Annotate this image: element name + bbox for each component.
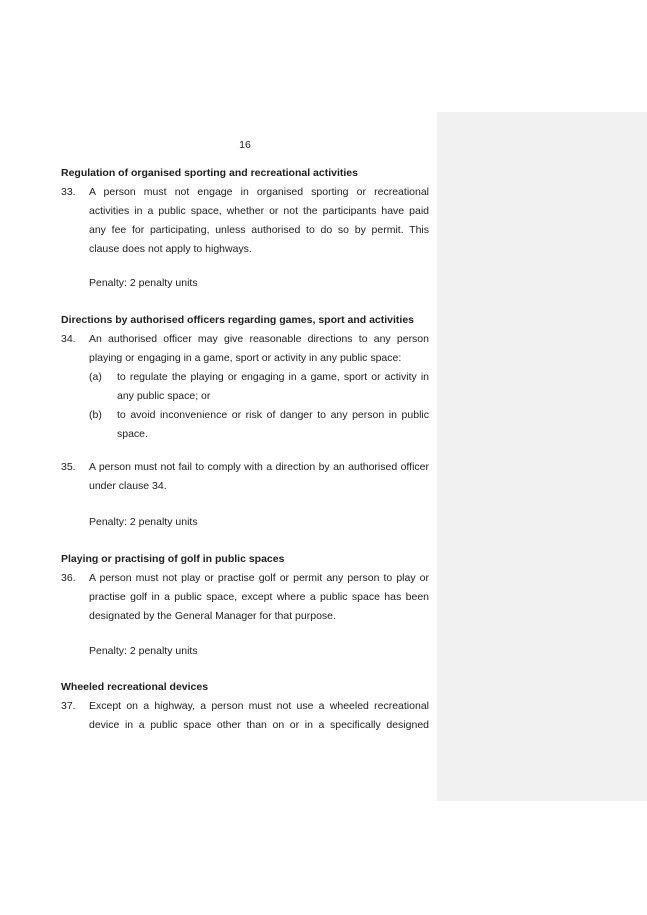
clause-text-line: under clause 34.: [89, 480, 167, 492]
clause-number: 34.: [61, 333, 76, 345]
clause-33: [61, 183, 429, 259]
penalty-line: Penalty: 2 penalty units: [89, 645, 198, 657]
clause-text-line: A person must not fail to comply with a direction by an authorised officer: [89, 461, 429, 473]
clause-body: [89, 183, 429, 259]
subitem-body: [117, 406, 429, 444]
clause-text-line: playing or engaging in a game, sport or activity in any public space:: [89, 352, 402, 364]
subitem-b: [89, 406, 429, 444]
clause-37: [61, 697, 429, 735]
clause-body: [89, 458, 429, 496]
clause-text-line: activities in a public space, whether or not the participants have paid: [89, 205, 429, 217]
subitem-marker: (b): [89, 409, 102, 421]
section-heading-regulation-of-sporting: Regulation of organised sporting and recreational activities: [61, 167, 358, 179]
scan-shade-region: [437, 112, 647, 801]
subitem-text-line: any public space; or: [117, 390, 211, 402]
clause-body: [89, 697, 429, 735]
clause-text-line: clause does not apply to highways.: [89, 243, 252, 255]
subitem-text-line: to regulate the playing or engaging in a game, sport or activity in: [117, 371, 429, 383]
clause-number: 37.: [61, 700, 76, 712]
clause-34: [61, 330, 429, 444]
clause-number: 35.: [61, 461, 76, 473]
clause-35: [61, 458, 429, 496]
subitem-text-line: space.: [117, 428, 148, 440]
page-number: 16: [239, 139, 251, 151]
clause-text-line: any fee for participating, unless authorised to do so by permit. This: [89, 224, 429, 236]
clause-number: 36.: [61, 572, 76, 584]
clause-36: [61, 569, 429, 626]
section-heading-directions-by-officers: Directions by authorised officers regarding games, sport and activities: [61, 314, 415, 326]
penalty-line: Penalty: 2 penalty units: [89, 277, 198, 289]
clause-body: [89, 569, 429, 626]
clause-body: [89, 330, 429, 444]
clause-number: 33.: [61, 186, 76, 198]
section-heading-golf: Playing or practising of golf in public spaces: [61, 553, 285, 565]
section-heading-wheeled-devices: Wheeled recreational devices: [61, 681, 209, 693]
clause-text-line: A person must not engage in organised sporting or recreational: [89, 186, 429, 198]
subitem-marker: (a): [89, 371, 102, 383]
subitem-text-line: to avoid inconvenience or risk of danger to any person in public: [117, 409, 429, 421]
clause-text-line: designated by the General Manager for that purpose.: [89, 610, 336, 622]
page-content: [61, 136, 429, 735]
penalty-line: Penalty: 2 penalty units: [89, 516, 198, 528]
subitem-body: [117, 368, 429, 406]
clause-text-line: device in a public space other than on or in a specifically designed: [89, 719, 429, 731]
clause-text-line: A person must not play or practise golf or permit any person to play or: [89, 572, 429, 584]
clause-text-line: Except on a highway, a person must not use a wheeled recreational: [89, 700, 429, 712]
clause-text-line: An authorised officer may give reasonable directions to any person: [89, 333, 429, 345]
page-number-row: [61, 136, 429, 155]
clause-text-line: practise golf in a public space, except where a public space has been: [89, 591, 429, 603]
subitem-a: [89, 368, 429, 406]
